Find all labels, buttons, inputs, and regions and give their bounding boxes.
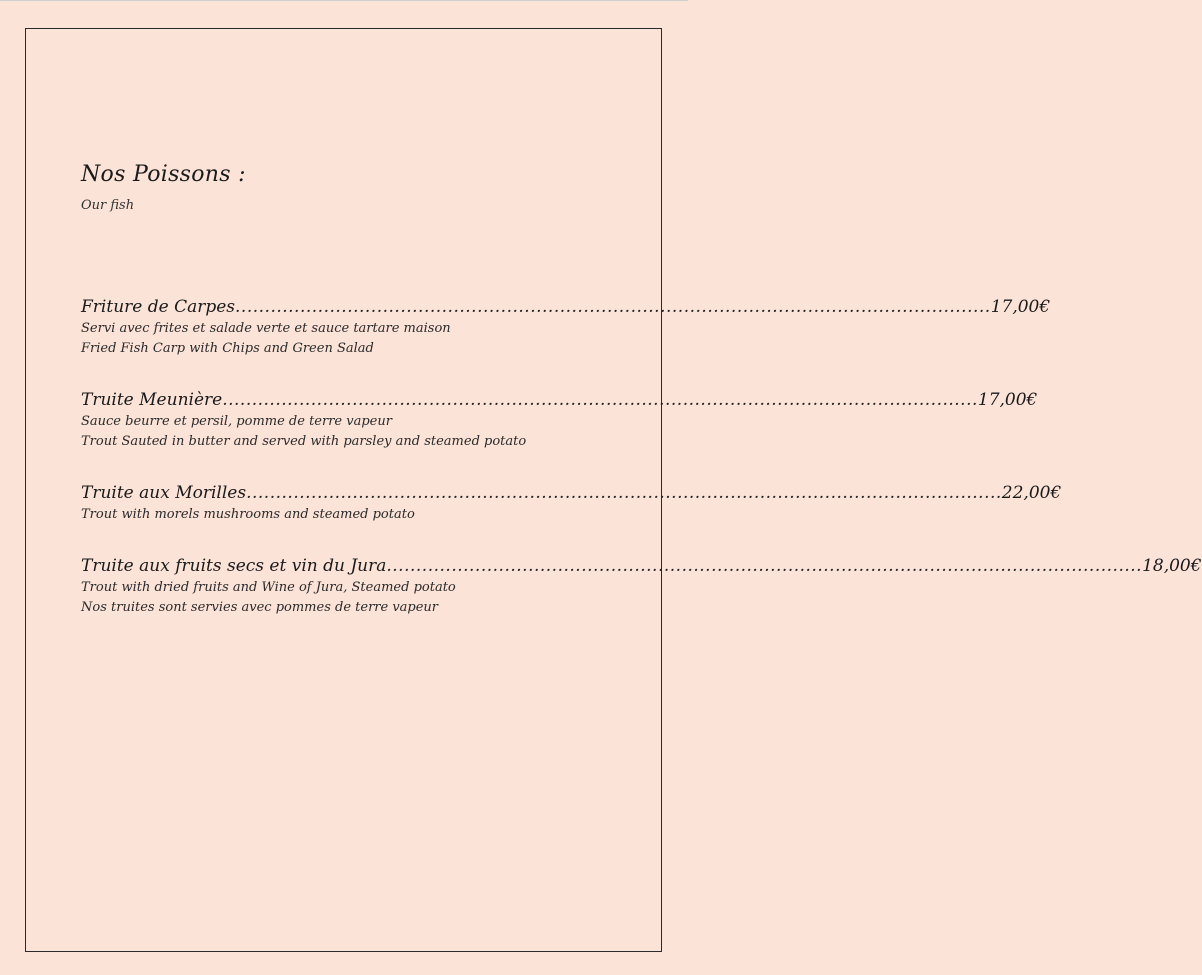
menu-item-description-en: Trout with morels mushrooms and steamed potato [81,507,415,522]
leader-dots: ................................................................................................................................ [235,297,991,317]
leader-dots: ................................................................................................................................ [222,390,978,410]
top-divider [0,0,688,1]
menu-item-price: 18,00€ [1142,556,1202,576]
menu-item-description-en: Trout with dried fruits and Wine of Jura, Steamed potato [81,580,456,595]
menu-item-truite-meuniere [81,388,1038,452]
menu-item-name: Truite Meunière [81,390,223,410]
leader-dots: ................................................................................................................................ [386,556,1143,576]
menu-item-truite-fruits-secs-vin-jura [81,554,1202,618]
menu-item-price: 17,00€ [977,390,1038,410]
menu-item-description-fr: Servi avec frites et salade verte et sauce tartare maison [81,321,451,336]
menu-item-name: Friture de Carpes [81,297,236,317]
section-title: Nos Poissons : [81,162,246,187]
menu-item-price: 22,00€ [1001,483,1062,503]
menu-item-description-en: Trout Sauted in butter and served with parsley and steamed potato [81,434,527,449]
menu-item-truite-aux-morilles [81,481,1062,525]
menu-item-price: 17,00€ [990,297,1051,317]
leader-dots: ................................................................................................................................ [246,483,1002,503]
section-subtitle: Our fish [81,198,135,213]
menu-item-friture-de-carpes [81,295,1051,359]
menu-item-description-en: Fried Fish Carp with Chips and Green Salad [81,341,374,356]
menu-item-name: Truite aux fruits secs et vin du Jura [81,556,387,576]
menu-item-description-fr: Sauce beurre et persil, pomme de terre vapeur [81,414,392,429]
menu-item-name: Truite aux Morilles [81,483,247,503]
menu-item-note-fr: Nos truites sont servies avec pommes de terre vapeur [81,600,439,615]
